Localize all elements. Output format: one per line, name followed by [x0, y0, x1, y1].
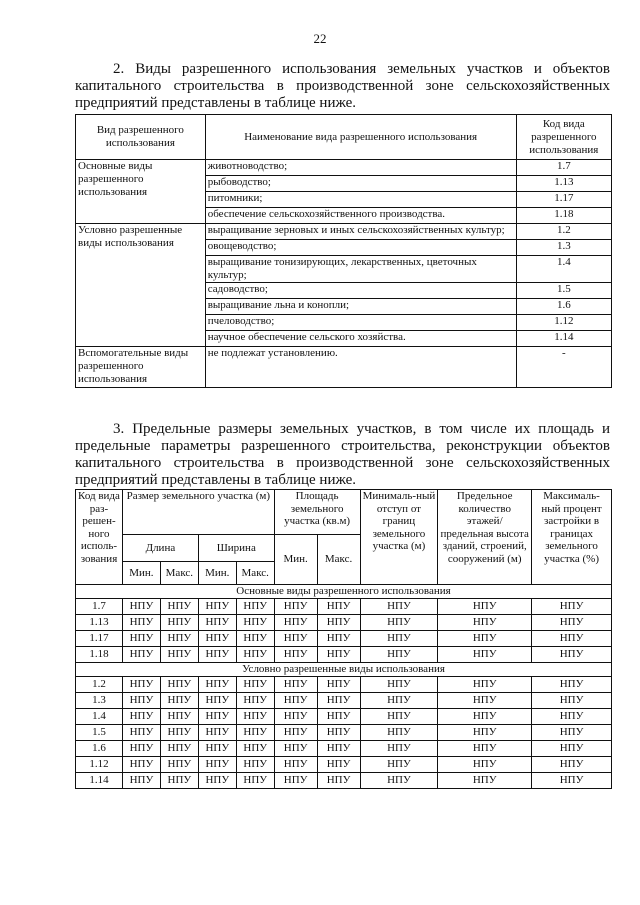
table-cell: НПУ	[122, 615, 160, 631]
table-cell: НПУ	[274, 709, 317, 725]
table-cell: НПУ	[532, 773, 612, 789]
header-use-type: Вид разрешенного использования	[76, 115, 206, 160]
row-code: 1.13	[76, 615, 123, 631]
table-cell: НПУ	[160, 773, 198, 789]
use-name: обеспечение сельскохозяйственного производства.	[205, 208, 516, 224]
table-row	[76, 615, 612, 631]
table-cell: НПУ	[317, 615, 360, 631]
use-name: научное обеспечение сельского хозяйства.	[205, 331, 516, 347]
table-row	[76, 631, 612, 647]
table-cell: НПУ	[198, 773, 236, 789]
table-cell: НПУ	[122, 773, 160, 789]
table-cell: НПУ	[438, 615, 532, 631]
table-cell: НПУ	[160, 647, 198, 663]
use-code: 1.17	[516, 192, 611, 208]
table-cell: НПУ	[317, 693, 360, 709]
table-cell: НПУ	[274, 741, 317, 757]
table-cell: НПУ	[317, 757, 360, 773]
table-cell: НПУ	[360, 709, 438, 725]
table-cell: НПУ	[438, 709, 532, 725]
table-cell: НПУ	[532, 677, 612, 693]
row-code: 1.6	[76, 741, 123, 757]
table-cell: НПУ	[317, 599, 360, 615]
table-cell: НПУ	[532, 741, 612, 757]
use-code: 1.4	[516, 256, 611, 283]
row-code: 1.14	[76, 773, 123, 789]
table-cell: НПУ	[438, 631, 532, 647]
use-name: выращивание льна и конопли;	[205, 299, 516, 315]
table-cell: НПУ	[317, 647, 360, 663]
table-cell: НПУ	[360, 741, 438, 757]
table-cell: НПУ	[160, 599, 198, 615]
table-cell: НПУ	[198, 757, 236, 773]
header-plot-size: Размер земельного участка (м)	[122, 490, 274, 535]
table-cell: НПУ	[360, 725, 438, 741]
table-cell: НПУ	[274, 677, 317, 693]
row-code: 1.12	[76, 757, 123, 773]
table-cell: НПУ	[360, 631, 438, 647]
table-cell: НПУ	[160, 709, 198, 725]
table-cell: НПУ	[236, 741, 274, 757]
header-width-min: Мин.	[198, 562, 236, 585]
table-cell: НПУ	[317, 631, 360, 647]
table-cell: НПУ	[274, 599, 317, 615]
table-cell: НПУ	[160, 725, 198, 741]
table-cell: НПУ	[274, 725, 317, 741]
table-cell: НПУ	[274, 647, 317, 663]
table-cell: НПУ	[198, 631, 236, 647]
table-cell: НПУ	[532, 709, 612, 725]
table-cell: НПУ	[274, 773, 317, 789]
limit-parameters-table-body	[76, 585, 612, 789]
table-cell: НПУ	[122, 677, 160, 693]
table-cell: НПУ	[198, 693, 236, 709]
table-cell: НПУ	[122, 599, 160, 615]
section-row	[76, 663, 612, 677]
use-code: 1.14	[516, 331, 611, 347]
table-row	[76, 725, 612, 741]
table-cell: НПУ	[317, 677, 360, 693]
row-code: 1.5	[76, 725, 123, 741]
table-row	[76, 347, 612, 388]
table-cell: НПУ	[160, 757, 198, 773]
table-cell: НПУ	[360, 773, 438, 789]
use-name: не подлежат установлению.	[205, 347, 516, 388]
use-group-label: Вспомогательные виды разрешенного использования	[76, 347, 206, 388]
table-cell: НПУ	[198, 709, 236, 725]
row-code: 1.2	[76, 677, 123, 693]
header-coverage: Максималь-ный процент застройки в границах земельного участка (%)	[532, 490, 612, 585]
row-code: 1.18	[76, 647, 123, 663]
section-2-paragraph: 2. Виды разрешенного использования земельных участков и объектов капитального строительства в производственной зоне сельскохозяйственных предприятий представлены в таблице ниже.	[75, 61, 610, 111]
use-name: пчеловодство;	[205, 315, 516, 331]
table-cell: НПУ	[122, 647, 160, 663]
use-code: -	[516, 347, 611, 388]
permitted-use-table	[75, 114, 612, 388]
row-code: 1.7	[76, 599, 123, 615]
header-use-code: Код вида разрешенного использования	[516, 115, 611, 160]
header-length-min: Мин.	[122, 562, 160, 585]
table-cell: НПУ	[198, 741, 236, 757]
table-cell: НПУ	[532, 725, 612, 741]
table-cell: НПУ	[198, 615, 236, 631]
use-code: 1.3	[516, 240, 611, 256]
table-cell: НПУ	[532, 615, 612, 631]
table-row	[76, 693, 612, 709]
table-cell: НПУ	[236, 647, 274, 663]
use-name: овощеводство;	[205, 240, 516, 256]
table-cell: НПУ	[438, 757, 532, 773]
table-cell: НПУ	[532, 757, 612, 773]
table-cell: НПУ	[160, 615, 198, 631]
table-cell: НПУ	[438, 725, 532, 741]
table-cell: НПУ	[360, 757, 438, 773]
row-code: 1.4	[76, 709, 123, 725]
table-cell: НПУ	[122, 725, 160, 741]
use-name: рыбоводство;	[205, 176, 516, 192]
table-cell: НПУ	[438, 693, 532, 709]
table-cell: НПУ	[360, 677, 438, 693]
header-length-max: Макс.	[160, 562, 198, 585]
table-cell: НПУ	[438, 677, 532, 693]
table-cell: НПУ	[122, 693, 160, 709]
table-cell: НПУ	[160, 741, 198, 757]
table-cell: НПУ	[198, 647, 236, 663]
table-cell: НПУ	[532, 693, 612, 709]
use-code: 1.6	[516, 299, 611, 315]
table-cell: НПУ	[438, 599, 532, 615]
table-cell: НПУ	[236, 725, 274, 741]
table-cell: НПУ	[532, 631, 612, 647]
table-cell: НПУ	[198, 677, 236, 693]
table-cell: НПУ	[274, 615, 317, 631]
table-cell: НПУ	[236, 677, 274, 693]
use-group-label: Основные виды разрешенного использования	[76, 160, 206, 224]
table-cell: НПУ	[236, 757, 274, 773]
table-row	[76, 647, 612, 663]
row-code: 1.3	[76, 693, 123, 709]
use-name: садоводство;	[205, 283, 516, 299]
table-cell: НПУ	[236, 773, 274, 789]
table-cell: НПУ	[160, 631, 198, 647]
use-code: 1.18	[516, 208, 611, 224]
table-cell: НПУ	[360, 615, 438, 631]
header-length: Длина	[122, 535, 198, 562]
header-area-min: Мин.	[274, 535, 317, 585]
table-cell: НПУ	[122, 741, 160, 757]
table-cell: НПУ	[438, 773, 532, 789]
use-name: питомники;	[205, 192, 516, 208]
use-name: выращивание тонизирующих, лекарственных, цветочных культур;	[205, 256, 516, 283]
table-cell: НПУ	[236, 615, 274, 631]
table-cell: НПУ	[198, 725, 236, 741]
page-number: 22	[313, 31, 327, 46]
table-cell: НПУ	[236, 709, 274, 725]
table-row	[76, 741, 612, 757]
table-cell: НПУ	[274, 693, 317, 709]
use-code: 1.2	[516, 224, 611, 240]
use-code: 1.7	[516, 160, 611, 176]
table-cell: НПУ	[198, 599, 236, 615]
row-code: 1.17	[76, 631, 123, 647]
table-cell: НПУ	[122, 631, 160, 647]
use-code: 1.13	[516, 176, 611, 192]
table-row	[76, 677, 612, 693]
table-cell: НПУ	[122, 709, 160, 725]
table-cell: НПУ	[317, 741, 360, 757]
section-3-paragraph: 3. Предельные размеры земельных участков, в том числе их площадь и предельные параметры разрешенного строительства, реконструкции объектов капитального строительства в производственной зоне сельскохозяйственных предприятий представлены в таблице ниже.	[75, 421, 610, 488]
table-row	[76, 160, 612, 176]
table-row	[76, 773, 612, 789]
table-cell: НПУ	[122, 757, 160, 773]
table-row	[76, 757, 612, 773]
table-cell: НПУ	[317, 709, 360, 725]
use-name: выращивание зерновых и иных сельскохозяйственных культур;	[205, 224, 516, 240]
use-code: 1.5	[516, 283, 611, 299]
header-width: Ширина	[198, 535, 274, 562]
table-cell: НПУ	[438, 741, 532, 757]
header-floors: Предельное количество этажей/ предельная высота зданий, строений, сооружений (м)	[438, 490, 532, 585]
header-use-name: Наименование вида разрешенного использования	[205, 115, 516, 160]
table-cell: НПУ	[274, 631, 317, 647]
table-cell: НПУ	[160, 677, 198, 693]
table-cell: НПУ	[532, 599, 612, 615]
table-cell: НПУ	[360, 693, 438, 709]
table-header-row	[76, 490, 612, 535]
table-cell: НПУ	[160, 693, 198, 709]
use-code: 1.12	[516, 315, 611, 331]
table-cell: НПУ	[236, 631, 274, 647]
table-cell: НПУ	[236, 693, 274, 709]
section-title: Условно разрешенные виды использования	[76, 663, 612, 677]
header-setback: Минималь-ный отступ от границ земельного участка (м)	[360, 490, 438, 585]
table-row	[76, 224, 612, 240]
table-cell: НПУ	[360, 647, 438, 663]
table-cell: НПУ	[532, 647, 612, 663]
table-cell: НПУ	[360, 599, 438, 615]
header-code: Код вида раз-решен-ного исполь-зования	[76, 490, 123, 585]
table-row	[76, 599, 612, 615]
use-group-label: Условно разрешенные виды использования	[76, 224, 206, 347]
header-width-max: Макс.	[236, 562, 274, 585]
table-header-row	[76, 115, 612, 160]
permitted-use-table-body	[76, 160, 612, 388]
table-cell: НПУ	[274, 757, 317, 773]
table-cell: НПУ	[438, 647, 532, 663]
table-cell: НПУ	[236, 599, 274, 615]
header-area-max: Макс.	[317, 535, 360, 585]
section-row	[76, 585, 612, 599]
section-title: Основные виды разрешенного использования	[76, 585, 612, 599]
table-cell: НПУ	[317, 773, 360, 789]
table-cell: НПУ	[317, 725, 360, 741]
use-name: животноводство;	[205, 160, 516, 176]
table-row	[76, 709, 612, 725]
limit-parameters-table	[75, 489, 612, 789]
header-plot-area: Площадь земельного участка (кв.м)	[274, 490, 360, 535]
